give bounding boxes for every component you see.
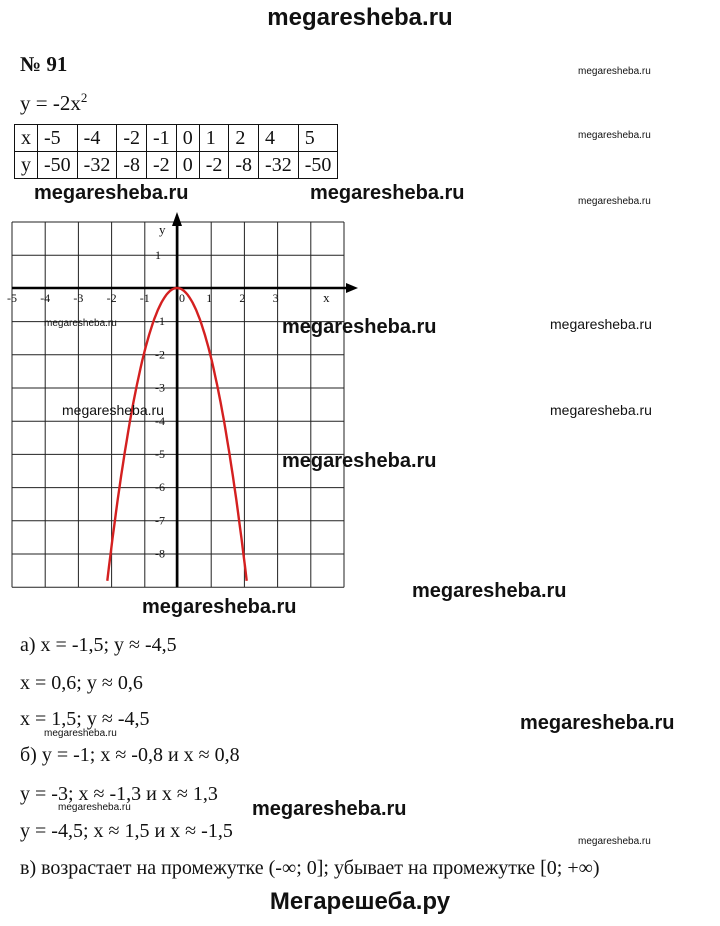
table-cell: -32 [259, 152, 299, 179]
x-tick-label: 2 [239, 291, 246, 305]
x-tick-label: 0 [179, 291, 185, 305]
y-tick-label: -7 [155, 513, 165, 528]
footer-title: Мегарешеба.ру [269, 888, 451, 915]
watermark: megaresheba.ru [578, 130, 651, 141]
y-tick-label: 1 [155, 247, 161, 262]
x-tick-label: 3 [272, 291, 279, 305]
axes [12, 212, 358, 587]
table-header-y: y [15, 152, 38, 179]
watermark: megaresheba.ru [412, 580, 567, 602]
table-cell: -8 [117, 152, 147, 179]
table-header-x: x [15, 125, 38, 152]
watermark: megaresheba.ru [520, 712, 675, 734]
table-cell: -50 [38, 152, 78, 179]
answer-line: б) y = -1; x ≈ -0,8 и x ≈ 0,8 [20, 744, 240, 766]
answer-line: в) возрастает на промежутке (-∞; 0]; убывает на промежутке [0; +∞) [20, 857, 600, 879]
table-cell: -8 [229, 152, 259, 179]
watermark: megaresheba.ru [62, 402, 164, 418]
x-tick-label: -4 [40, 291, 51, 305]
watermark: megaresheba.ru [44, 728, 117, 739]
x-tick-label: 1 [206, 291, 213, 305]
watermark: megaresheba.ru [252, 798, 407, 820]
answer-line: x = 1,5; y ≈ -4,5 [20, 708, 150, 730]
x-axis-label: x [323, 290, 330, 305]
table-cell: 5 [298, 125, 338, 152]
watermark: megaresheba.ru [282, 316, 437, 338]
y-tick-label: -5 [155, 447, 165, 461]
answer-line: y = -4,5; x ≈ 1,5 и x ≈ -1,5 [20, 820, 233, 842]
table-cell: 1 [199, 125, 229, 152]
table-cell: 4 [259, 125, 299, 152]
x-axis-arrow [346, 283, 358, 293]
answer-line: а) x = -1,5; y ≈ -4,5 [20, 634, 177, 656]
x-tick-label: -5 [7, 291, 17, 305]
y-tick-label: -2 [155, 347, 165, 362]
x-tick-label: -3 [73, 291, 84, 305]
table-cell: 0 [176, 152, 199, 179]
table-cell: -5 [38, 125, 78, 152]
watermark: megaresheba.ru [142, 596, 297, 618]
watermark: megaresheba.ru [578, 836, 651, 847]
table-cell: -2 [117, 125, 147, 152]
watermark: megaresheba.ru [578, 196, 651, 207]
y-tick-label: -8 [155, 546, 165, 561]
watermark: megaresheba.ru [578, 66, 651, 77]
tick-labels [7, 222, 330, 561]
table-cell: -4 [77, 125, 117, 152]
table-cell: -32 [77, 152, 117, 179]
site-title: megaresheba.ru [267, 4, 453, 31]
watermark: megaresheba.ru [58, 802, 131, 813]
y-tick-label: -6 [155, 480, 165, 495]
y-axis-label: y [159, 222, 166, 237]
table-cell: -2 [147, 152, 177, 179]
answer-line: x = 0,6; y ≈ 0,6 [20, 672, 143, 694]
problem-number: № 91 [20, 52, 68, 76]
function-formula: $y = -2x^2$ [20, 90, 88, 115]
y-tick-label: -4 [155, 413, 165, 428]
answer-line: y = -3; x ≈ -1,3 и x ≈ 1,3 [20, 783, 218, 805]
y-tick-label: -3 [155, 380, 165, 395]
watermark: megaresheba.ru [44, 318, 117, 329]
watermark: megaresheba.ru [550, 316, 652, 332]
watermark: megaresheba.ru [282, 450, 437, 472]
watermark: megaresheba.ru [550, 402, 652, 418]
table-cell: 2 [229, 125, 259, 152]
watermark: megaresheba.ru [310, 182, 465, 204]
table-cell: -50 [298, 152, 338, 179]
y-tick-label: -1 [155, 314, 165, 329]
table-cell: -2 [199, 152, 229, 179]
y-axis-arrow [172, 212, 182, 226]
table-cell: -1 [147, 125, 177, 152]
table-cell: 0 [176, 125, 199, 152]
x-tick-label: -1 [139, 291, 150, 305]
x-tick-label: -2 [106, 291, 117, 305]
watermark: megaresheba.ru [34, 182, 189, 204]
